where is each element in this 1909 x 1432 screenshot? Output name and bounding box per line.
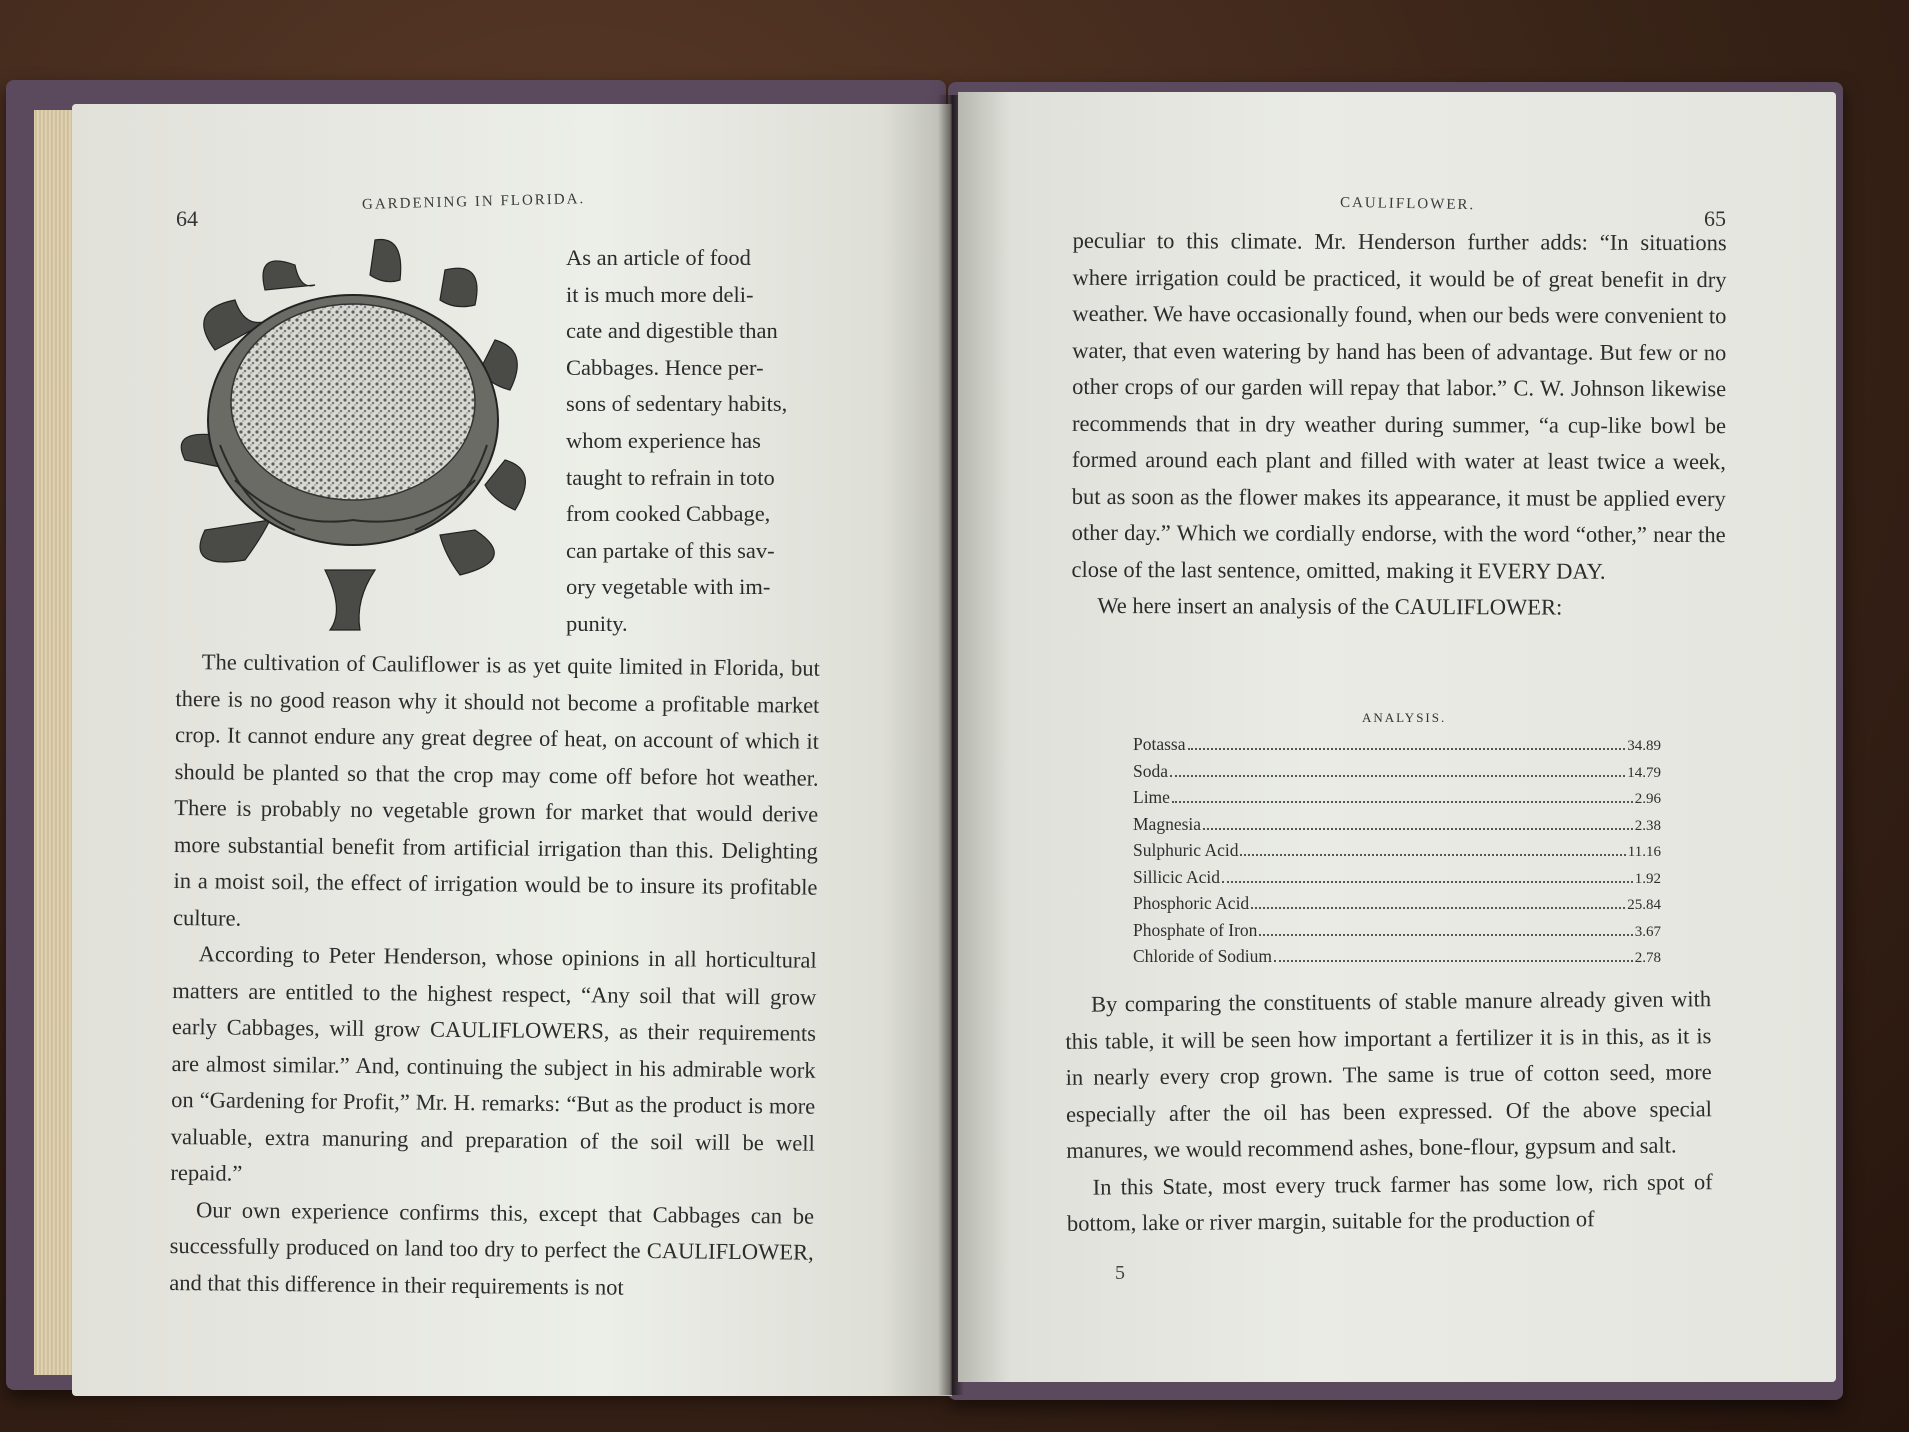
float-line: cate and digestible than [566, 318, 778, 344]
analysis-row [1133, 920, 1661, 947]
left-page-number: 64 [176, 206, 198, 231]
right-body-text [1071, 223, 1726, 627]
left-body-text [169, 644, 820, 1308]
analysis-value: 11.16 [1627, 844, 1661, 860]
analysis-row [1133, 867, 1661, 894]
signature-mark: 5 [1115, 1262, 1125, 1284]
analysis-table [1133, 734, 1661, 973]
analysis-row [1133, 946, 1661, 973]
right-paragraph-3: By comparing the constituents of stable manure already given with this table, it will be seen how important a fertilizer it is in this, as it is in nearly every crop grown. The same is true of cotton seed, more especially after the oil has been expressed. Of the above special manures, we would recommend ashes, bone-flour, gypsum and salt. [1065, 986, 1713, 1163]
analysis-value: 25.84 [1627, 897, 1661, 913]
right-running-head: CAULIFLOWER. [1339, 194, 1476, 214]
leader-dots [1170, 775, 1625, 777]
analysis-row [1133, 787, 1661, 814]
float-line: it is much more deli- [566, 281, 754, 307]
analysis-value: 3.67 [1634, 923, 1661, 940]
leader-dots [1251, 907, 1625, 909]
analysis-value: 14.79 [1627, 764, 1661, 781]
float-line: taught to refrain in toto [566, 464, 775, 490]
analysis-value: 2.38 [1634, 817, 1661, 834]
page-edges [34, 110, 76, 1375]
leader-dots [1203, 828, 1633, 830]
float-line: As an article of food [566, 245, 751, 270]
left-running-head: GARDENING IN FLORIDA. [361, 191, 586, 213]
right-paragraph-1: peculiar to this climate. Mr. Henderson further adds: “In situations where irrigation could be practiced, it would be of great benefit in dry weather. We have occasionally found, when our beds were convenient to water, that even watering by hand has been of advantage. But few or no other crops of our garden will repay that labor.” C. W. Johnson likewise recommends that in dry weather during summer, “a cup-like bowl be formed around each plant and filled with water at least twice a week, but as soon as the flower makes its appearance, it must be applied every other day.” Which we cordially endorse, with the word “other,” near the close of the last sentence, omitted, making it EVERY DAY. [1071, 227, 1727, 584]
analysis-row [1133, 814, 1661, 841]
float-line: punity. [566, 610, 628, 636]
analysis-name: Magnesia [1133, 813, 1202, 834]
analysis-name: Soda [1133, 760, 1168, 781]
right-paragraph-4: In this State, most every truck farmer has some low, rich spot of bottom, lake or river margin, suitable for the production of [1066, 1168, 1713, 1236]
float-line: ory vegetable with im- [566, 574, 771, 600]
leader-dots [1188, 748, 1626, 750]
analysis-name: Chloride of Sodium [1133, 946, 1273, 966]
leader-dots [1274, 960, 1633, 962]
left-paragraph-3: Our own experience confirms this, except that Cabbages can be successfully produced on land too dry to perfect the CAULIFLOWER, and that this difference in their requirements is not [169, 1196, 815, 1300]
analysis-value: 34.89 [1627, 738, 1661, 754]
analysis-row [1133, 761, 1661, 788]
analysis-title: ANALYSIS. [1362, 710, 1447, 725]
analysis-name: Sillicic Acid [1133, 866, 1221, 887]
right-paragraph-2: We here insert an analysis of the CAULIFLOWER: [1097, 592, 1563, 620]
analysis-name: Phosphate of Iron [1133, 919, 1258, 940]
analysis-value: 2.78 [1634, 950, 1661, 966]
analysis-name: Phosphoric Acid [1133, 893, 1250, 913]
analysis-value: 2.96 [1634, 791, 1661, 807]
analysis-value: 1.92 [1634, 870, 1661, 887]
leader-dots [1172, 801, 1633, 803]
float-line: can partake of this sav- [566, 537, 775, 563]
analysis-name: Potassa [1133, 734, 1186, 754]
cauliflower-illustration-icon [175, 230, 540, 635]
float-line: Cabbages. Hence per- [566, 354, 764, 380]
leader-dots [1222, 881, 1633, 883]
left-float-text [566, 240, 820, 643]
float-line: sons of sedentary habits, [566, 391, 788, 417]
leader-dots [1240, 854, 1625, 856]
float-line: whom experience has [566, 427, 761, 453]
analysis-name: Lime [1133, 787, 1170, 807]
leader-dots [1259, 934, 1632, 936]
left-paragraph-1: The cultivation of Cauliflower is as yet quite limited in Florida, but there is no good reason why it should not become a profitable market crop. It cannot endure any great degree of heat, on account of which it should be planted so that the crop may come off before hot weather. There is probably no vegetable grown for market that would derive more substantial benefit from artificial irrigation than this. Delighting in a moist soil, the effect of irrigation would be to insure its profitable culture. [173, 649, 820, 931]
float-line: from cooked Cabbage, [566, 501, 771, 527]
analysis-name: Sulphuric Acid [1133, 840, 1239, 860]
analysis-row [1133, 893, 1661, 920]
analysis-row [1133, 840, 1661, 867]
left-paragraph-2: According to Peter Henderson, whose opinions in all horticultural matters are entitled to the highest respect, “Any soil that will grow early Cabbages, will grow CAULIFLOWERS, as their requirements are almost similar.” And, continuing the subject in his admirable work on “Gardening for Profit,” Mr. H. remarks: “But as the product is more valuable, extra manuring and preparation of the soil will be well repaid.” [170, 941, 817, 1186]
right-body-text-lower [1065, 981, 1713, 1242]
right-page-number: 65 [1704, 206, 1726, 231]
analysis-row [1133, 734, 1661, 761]
